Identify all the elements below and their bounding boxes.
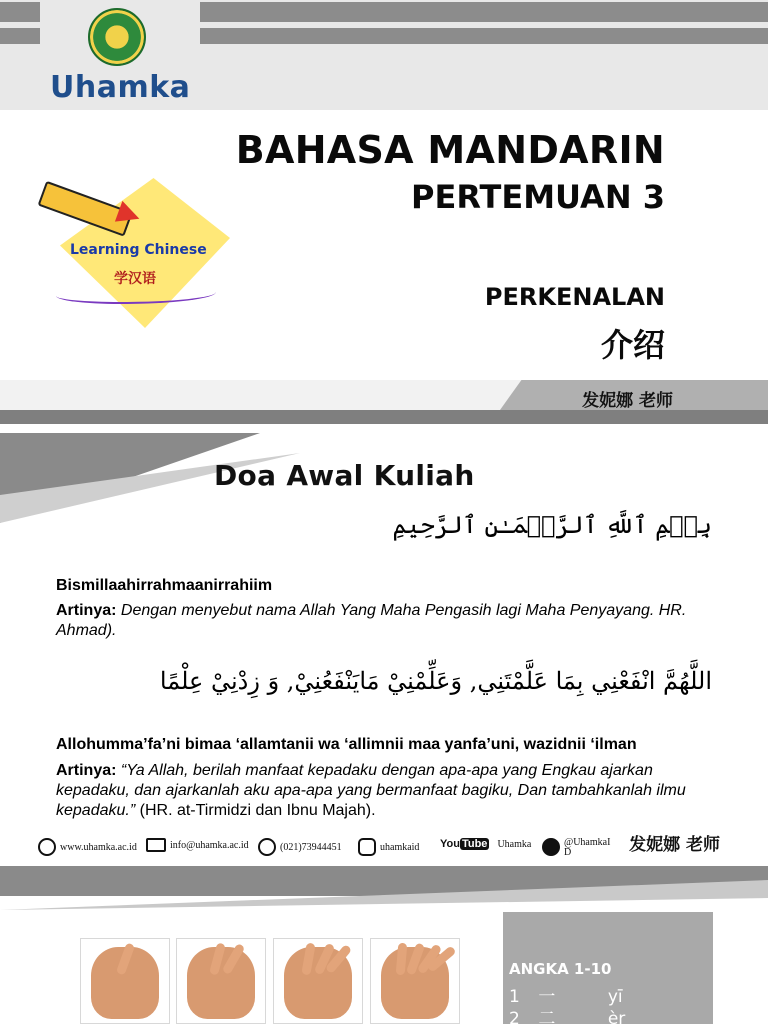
youtube-logo-tube: Tube [461, 838, 488, 850]
slide-title: BAHASA MANDARIN [235, 128, 665, 172]
number-digit: 1 [509, 987, 520, 1007]
website-link[interactable]: www.uhamka.ac.id [60, 841, 137, 853]
meaning-1 [56, 601, 716, 641]
phone-item[interactable] [258, 838, 342, 856]
website-item[interactable] [38, 838, 137, 856]
twitter-handle[interactable] [564, 838, 610, 858]
numbers-panel [503, 912, 713, 1024]
youtube-item[interactable] [440, 838, 531, 850]
mail-icon [146, 838, 166, 852]
arabic-text-prayer: اللَّهُمَّ انْفَعْنِي بِمَا عَلَّمْتَنِي, وَعَلِّمْنِيْ مَايَنْفَعُنِيْ, وَ زِدْنِيْ عِلْمًا [159, 667, 712, 695]
youtube-icon [440, 838, 489, 850]
meaning-source: (HR. at-Tirmidzi dan Ibnu Majah). [139, 802, 376, 819]
panel-title: ANGKA 1-10 [509, 960, 612, 978]
meaning-text: Dengan menyebut nama Allah Yang Maha Pengasih lagi Maha Penyayang. HR. Ahmad). [56, 602, 687, 639]
number-hanzi: 一 [538, 987, 556, 1007]
number-digit: 2 [509, 1009, 520, 1024]
meaning-label: Artinya: [56, 602, 117, 619]
twitter-handle-line1: @UhamkaI [564, 837, 611, 848]
teacher-name: 发妮娜 老师 [582, 391, 673, 411]
transliteration-2: Allohumma’fa’ni bimaa ‘allamtanii wa ‘allimnii maa yanfa’uni, wazidnii ‘ilman [56, 736, 637, 753]
youtube-logo-you: You [440, 838, 460, 850]
meaning-label: Artinya: [56, 762, 117, 779]
phone-number[interactable]: (021)73944451 [280, 841, 342, 853]
instagram-icon [358, 838, 376, 856]
numbers-slide [0, 866, 768, 1024]
email-link[interactable]: info@uhamka.ac.id [170, 839, 249, 851]
number-row [509, 1004, 625, 1024]
number-pinyin: yī [607, 987, 623, 1007]
number-hanzi: 二 [538, 1009, 556, 1024]
title-slide [0, 0, 768, 430]
hand-sign-image [80, 938, 170, 1024]
brand-logo-text: Uhamka [50, 70, 191, 105]
email-item[interactable] [146, 838, 249, 852]
number-pinyin: èr [607, 1009, 626, 1024]
hand-sign-image [370, 938, 460, 1024]
phone-icon [258, 838, 276, 856]
clipart-label: Learning Chinese [70, 242, 207, 258]
hand-sign-image [176, 938, 266, 1024]
meaning-2 [56, 761, 716, 821]
topic-title: PERKENALAN [484, 283, 665, 311]
meaning-text: “Ya Allah, berilah manfaat kepadaku dengan apa-apa yang Engkau ajarkan kepadaku, dan ajarkanlah aku apa-apa yang bermanfaat bagiku, Dan tambahkanlah ilmu kepadaku.” [56, 762, 686, 819]
transliteration-1: Bismillaahirrahmaanirrahiim [56, 577, 273, 594]
twitter-handle-line2: D [564, 847, 572, 858]
learning-chinese-clipart [38, 176, 238, 331]
clipart-label-chinese: 学汉语 [114, 271, 156, 287]
hand-sign-image [273, 938, 363, 1024]
twitter-item[interactable] [542, 838, 610, 858]
topic-title-chinese: 介绍 [600, 326, 665, 364]
slide-title: Doa Awal Kuliah [214, 459, 475, 492]
squiggle-line [56, 284, 216, 304]
university-seal-icon [88, 8, 146, 66]
slide-subtitle: PERTEMUAN 3 [411, 178, 665, 216]
globe-icon [38, 838, 56, 856]
footer-band-dark [0, 410, 768, 424]
youtube-channel[interactable]: Uhamka [497, 838, 532, 850]
arabic-text-basmalah: بِسۡمِ ٱللَّهِ ٱلرَّحۡمَـٰنِ ٱلرَّحِيمِ [392, 511, 712, 539]
instagram-item[interactable] [358, 838, 419, 856]
prayer-slide [0, 433, 768, 865]
instagram-handle[interactable]: uhamkaid [380, 841, 420, 853]
twitter-icon [542, 838, 560, 856]
teacher-name: 发妮娜 老师 [629, 835, 720, 855]
